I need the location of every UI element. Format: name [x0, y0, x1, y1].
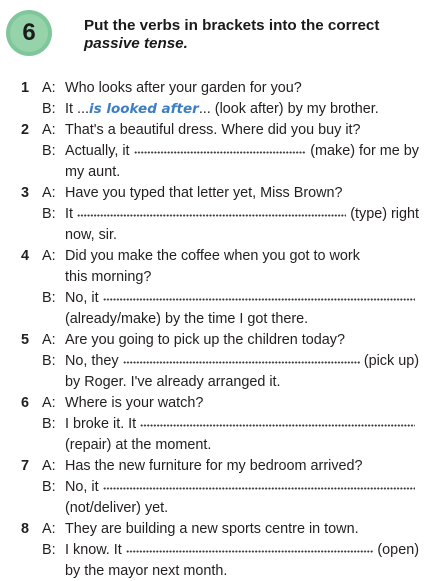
answer-prefix: I broke it. It: [65, 416, 137, 432]
answer-blank[interactable]: [123, 355, 360, 365]
speaker-b-label: B:: [42, 101, 56, 117]
speaker-a-label: A:: [42, 80, 56, 96]
answer-prefix: It: [65, 206, 73, 222]
answer-blank[interactable]: [126, 544, 374, 554]
item-number: 7: [21, 458, 30, 474]
speaker-b-label: B:: [42, 542, 56, 558]
answer-blank[interactable]: [77, 208, 346, 218]
question-text: That's a beautiful dress. Where did you buy it?: [65, 122, 361, 138]
example-answer: is looked after: [89, 101, 199, 117]
speaker-a-label: A:: [42, 458, 56, 474]
answer-prefix: No, they: [65, 353, 119, 369]
item-number: 8: [21, 521, 30, 537]
answer-line: [65, 540, 419, 560]
answer-continuation: (not/deliver) yet.: [65, 500, 169, 516]
instruction-line-1: Put the verbs in brackets into the correct: [84, 17, 380, 34]
answer-blank[interactable]: [103, 292, 415, 302]
item-number: 3: [21, 185, 30, 201]
speaker-b-label: B:: [42, 353, 56, 369]
answer-prefix: It ...: [65, 101, 89, 117]
answer-continuation: (repair) at the moment.: [65, 437, 212, 453]
verb-hint: (pick up): [363, 353, 419, 369]
speaker-b-label: B:: [42, 416, 56, 432]
answer-continuation: now, sir.: [65, 227, 117, 243]
answer-suffix: ... (look after) by my brother.: [198, 101, 379, 117]
item-number: 1: [21, 80, 30, 96]
item-number: 4: [21, 248, 30, 264]
answer-prefix: No, it: [65, 290, 99, 306]
answer-prefix: No, it: [65, 479, 99, 495]
answer-continuation: by the mayor next month.: [65, 563, 228, 579]
speaker-a-label: A:: [42, 122, 56, 138]
question-text: Where is your watch?: [65, 395, 204, 411]
question-text: They are building a new sports centre in town.: [65, 521, 359, 537]
exercise-number: 6: [10, 14, 48, 52]
answer-blank[interactable]: [134, 145, 307, 155]
speaker-a-label: A:: [42, 185, 56, 201]
answer-prefix: I know. It: [65, 542, 122, 558]
speaker-b-label: B:: [42, 143, 56, 159]
answer-continuation: (already/make) by the time I got there.: [65, 311, 309, 327]
question-text: Have you typed that letter yet, Miss Brown?: [65, 185, 343, 201]
instruction-line-2: passive tense.: [84, 35, 188, 52]
speaker-b-label: B:: [42, 290, 56, 306]
answer-line: [65, 477, 419, 497]
item-number: 6: [21, 395, 30, 411]
speaker-a-label: A:: [42, 332, 56, 348]
answer-line: [65, 351, 419, 371]
verb-hint: (make) for me by: [310, 143, 419, 159]
speaker-a-label: A:: [42, 248, 56, 264]
answer-blank[interactable]: [140, 418, 415, 428]
speaker-a-label: A:: [42, 521, 56, 537]
answer-line: [65, 141, 419, 161]
question-text: Did you make the coffee when you got to work: [65, 248, 360, 264]
answer-blank[interactable]: [103, 481, 415, 491]
speaker-b-label: B:: [42, 479, 56, 495]
answer-line: [65, 288, 419, 308]
verb-hint: (open): [377, 542, 419, 558]
verb-hint: (type) right: [350, 206, 419, 222]
answer-continuation: by Roger. I've already arranged it.: [65, 374, 281, 390]
question-continuation: this morning?: [65, 269, 152, 285]
answer-line: [65, 414, 419, 434]
question-text: Are you going to pick up the children today?: [65, 332, 345, 348]
answer-line: [65, 99, 379, 119]
speaker-a-label: A:: [42, 395, 56, 411]
answer-prefix: Actually, it: [65, 143, 130, 159]
question-text: Has the new furniture for my bedroom arrived?: [65, 458, 363, 474]
answer-continuation: my aunt.: [65, 164, 121, 180]
question-text: Who looks after your garden for you?: [65, 80, 302, 96]
item-number: 5: [21, 332, 30, 348]
answer-line: [65, 204, 419, 224]
speaker-b-label: B:: [42, 206, 56, 222]
item-number: 2: [21, 122, 30, 138]
